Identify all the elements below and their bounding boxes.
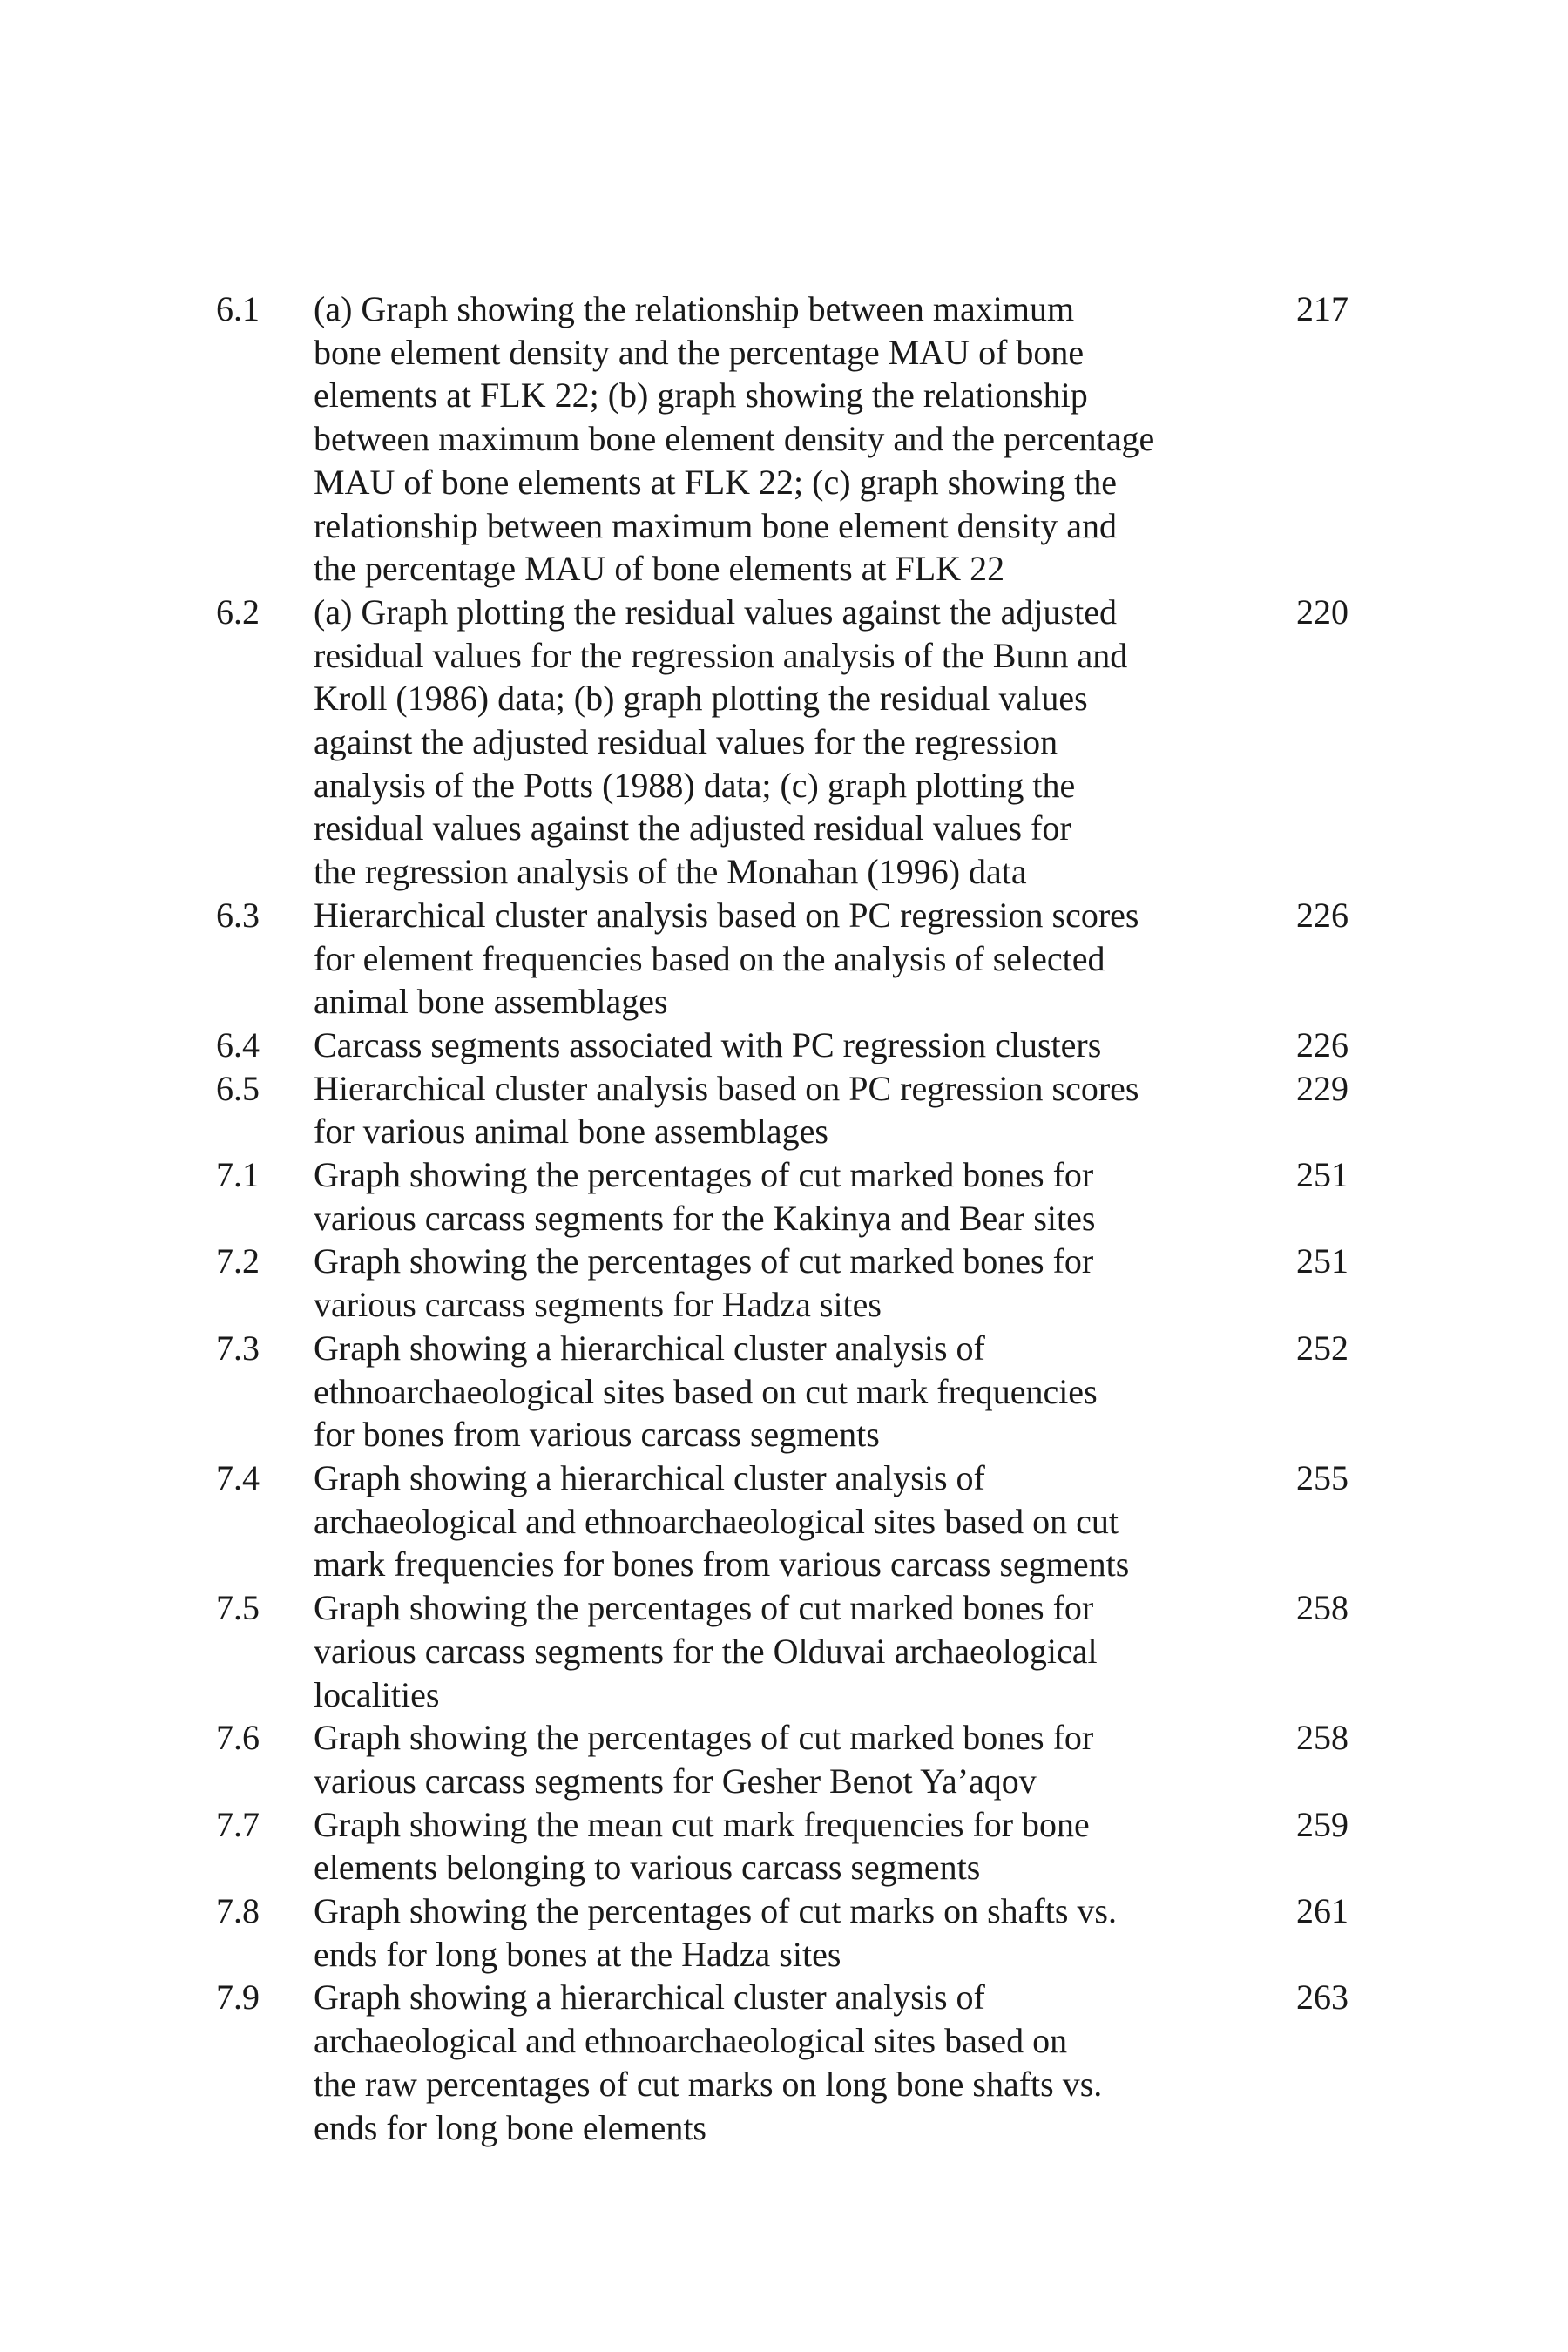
caption-line: Hierarchical cluster analysis based on PC regression scores — [314, 1068, 1139, 1108]
figure-entry — [216, 1456, 1348, 1586]
figure-entry — [216, 1803, 1348, 1889]
page-number: 226 — [1296, 895, 1348, 935]
caption-line: for various animal bone assemblages — [314, 1112, 828, 1152]
figure-caption — [314, 1067, 1281, 1153]
caption-line: mark frequencies for bones from various carcass segments — [314, 1544, 1130, 1585]
caption-line: against the adjusted residual values for the regression — [314, 722, 1058, 762]
caption-line: the raw percentages of cut marks on long bone shafts vs. — [314, 2064, 1103, 2104]
caption-line: ethnoarchaeological sites based on cut mark frequencies — [314, 1371, 1098, 1411]
page-number: 263 — [1296, 1977, 1348, 2017]
figure-caption — [314, 1153, 1281, 1240]
page-number: 220 — [1296, 591, 1348, 632]
figure-caption — [314, 894, 1281, 1024]
page-number: 251 — [1296, 1155, 1348, 1195]
page-number: 258 — [1296, 1588, 1348, 1628]
figure-caption — [314, 1024, 1281, 1067]
figure-caption — [314, 287, 1281, 591]
figure-entry — [216, 1327, 1348, 1456]
figure-entry — [216, 1889, 1348, 1976]
caption-line: Graph showing the percentages of cut marks on shafts vs. — [314, 1891, 1117, 1931]
figure-number: 7.7 — [216, 1804, 260, 1844]
caption-line: Graph showing the mean cut mark frequencies for bone — [314, 1804, 1090, 1844]
caption-line: archaeological and ethnoarchaeological sites based on — [314, 2021, 1068, 2061]
figure-entry — [216, 1976, 1348, 2149]
caption-line: ends for long bone elements — [314, 2107, 706, 2147]
caption-line: residual values for the regression analysis of the Bunn and — [314, 635, 1128, 675]
caption-line: analysis of the Potts (1988) data; (c) graph plotting the — [314, 765, 1076, 805]
figure-caption — [314, 1586, 1281, 1716]
figure-caption — [314, 1803, 1281, 1889]
figure-number: 7.3 — [216, 1328, 260, 1368]
caption-line: between maximum bone element density and the percentage — [314, 419, 1155, 459]
caption-line: Carcass segments associated with PC regression clusters — [314, 1024, 1102, 1064]
caption-line: (a) Graph showing the relationship between maximum — [314, 289, 1075, 328]
caption-line: archaeological and ethnoarchaeological sites based on cut — [314, 1501, 1119, 1541]
caption-line: Graph showing the percentages of cut marked bones for — [314, 1718, 1094, 1758]
page-number: 258 — [1296, 1718, 1348, 1758]
caption-line: bone element density and the percentage MAU of bone — [314, 332, 1085, 372]
page-number: 226 — [1296, 1024, 1348, 1064]
page-number: 261 — [1296, 1891, 1348, 1931]
caption-line: the regression analysis of the Monahan (1996) data — [314, 852, 1027, 892]
figure-entry — [216, 591, 1348, 894]
caption-line: Hierarchical cluster analysis based on PC regression scores — [314, 895, 1139, 935]
figure-number: 7.6 — [216, 1718, 260, 1758]
figure-caption — [314, 1240, 1281, 1326]
figure-entry — [216, 1716, 1348, 1802]
caption-line: Graph showing the percentages of cut marked bones for — [314, 1588, 1094, 1628]
caption-line: MAU of bone elements at FLK 22; (c) graph showing the — [314, 462, 1118, 502]
caption-line: relationship between maximum bone element density and — [314, 505, 1117, 545]
caption-line: various carcass segments for Gesher Benot Ya’aqov — [314, 1761, 1037, 1801]
caption-line: various carcass segments for Hadza sites — [314, 1285, 882, 1325]
figure-number: 7.9 — [216, 1977, 260, 2017]
figure-number: 6.4 — [216, 1024, 260, 1064]
figure-caption — [314, 1889, 1281, 1976]
caption-line: Graph showing the percentages of cut marked bones for — [314, 1241, 1094, 1281]
figure-entry — [216, 1153, 1348, 1240]
figure-number: 7.2 — [216, 1241, 260, 1281]
caption-line: Graph showing a hierarchical cluster analysis of — [314, 1457, 985, 1497]
caption-line: Graph showing a hierarchical cluster analysis of — [314, 1977, 985, 2017]
figure-number: 7.5 — [216, 1588, 260, 1628]
caption-line: Kroll (1986) data; (b) graph plotting the residual values — [314, 679, 1088, 719]
caption-line: ends for long bones at the Hadza sites — [314, 1934, 841, 1974]
figure-caption — [314, 591, 1281, 894]
page-number: 255 — [1296, 1457, 1348, 1497]
figure-number: 6.2 — [216, 591, 260, 632]
figure-number: 6.3 — [216, 895, 260, 935]
figure-caption — [314, 1456, 1281, 1586]
caption-line: elements at FLK 22; (b) graph showing the relationship — [314, 375, 1088, 416]
page-number: 252 — [1296, 1328, 1348, 1368]
figure-number: 7.1 — [216, 1155, 260, 1195]
caption-line: (a) Graph plotting the residual values against the adjusted — [314, 591, 1117, 632]
caption-line: for element frequencies based on the analysis of selected — [314, 938, 1105, 978]
figure-entry — [216, 1067, 1348, 1153]
figure-caption — [314, 1327, 1281, 1456]
page-number: 229 — [1296, 1068, 1348, 1108]
figure-number: 7.4 — [216, 1457, 260, 1497]
caption-line: the percentage MAU of bone elements at FLK 22 — [314, 549, 1005, 589]
figure-entry — [216, 894, 1348, 1024]
caption-line: elements belonging to various carcass segments — [314, 1848, 981, 1888]
figure-caption — [314, 1716, 1281, 1802]
page-number: 251 — [1296, 1241, 1348, 1281]
figure-entry — [216, 1586, 1348, 1716]
caption-line: for bones from various carcass segments — [314, 1415, 880, 1455]
caption-line: residual values against the adjusted residual values for — [314, 808, 1071, 848]
caption-line: animal bone assemblages — [314, 982, 668, 1022]
caption-line: Graph showing a hierarchical cluster analysis of — [314, 1328, 985, 1368]
page-number: 259 — [1296, 1804, 1348, 1844]
list-of-figures — [216, 287, 1348, 2149]
figure-number: 6.5 — [216, 1068, 260, 1108]
page-number: 217 — [1296, 289, 1348, 328]
caption-line: various carcass segments for the Kakinya and Bear sites — [314, 1198, 1096, 1238]
caption-line: various carcass segments for the Olduvai archaeological — [314, 1631, 1098, 1671]
figure-number: 7.8 — [216, 1891, 260, 1931]
figure-entry — [216, 1240, 1348, 1326]
figure-entry — [216, 1024, 1348, 1067]
figure-entry — [216, 287, 1348, 591]
caption-line: Graph showing the percentages of cut marked bones for — [314, 1155, 1094, 1195]
figure-caption — [314, 1976, 1281, 2149]
figure-number: 6.1 — [216, 289, 260, 328]
caption-line: localities — [314, 1674, 440, 1714]
